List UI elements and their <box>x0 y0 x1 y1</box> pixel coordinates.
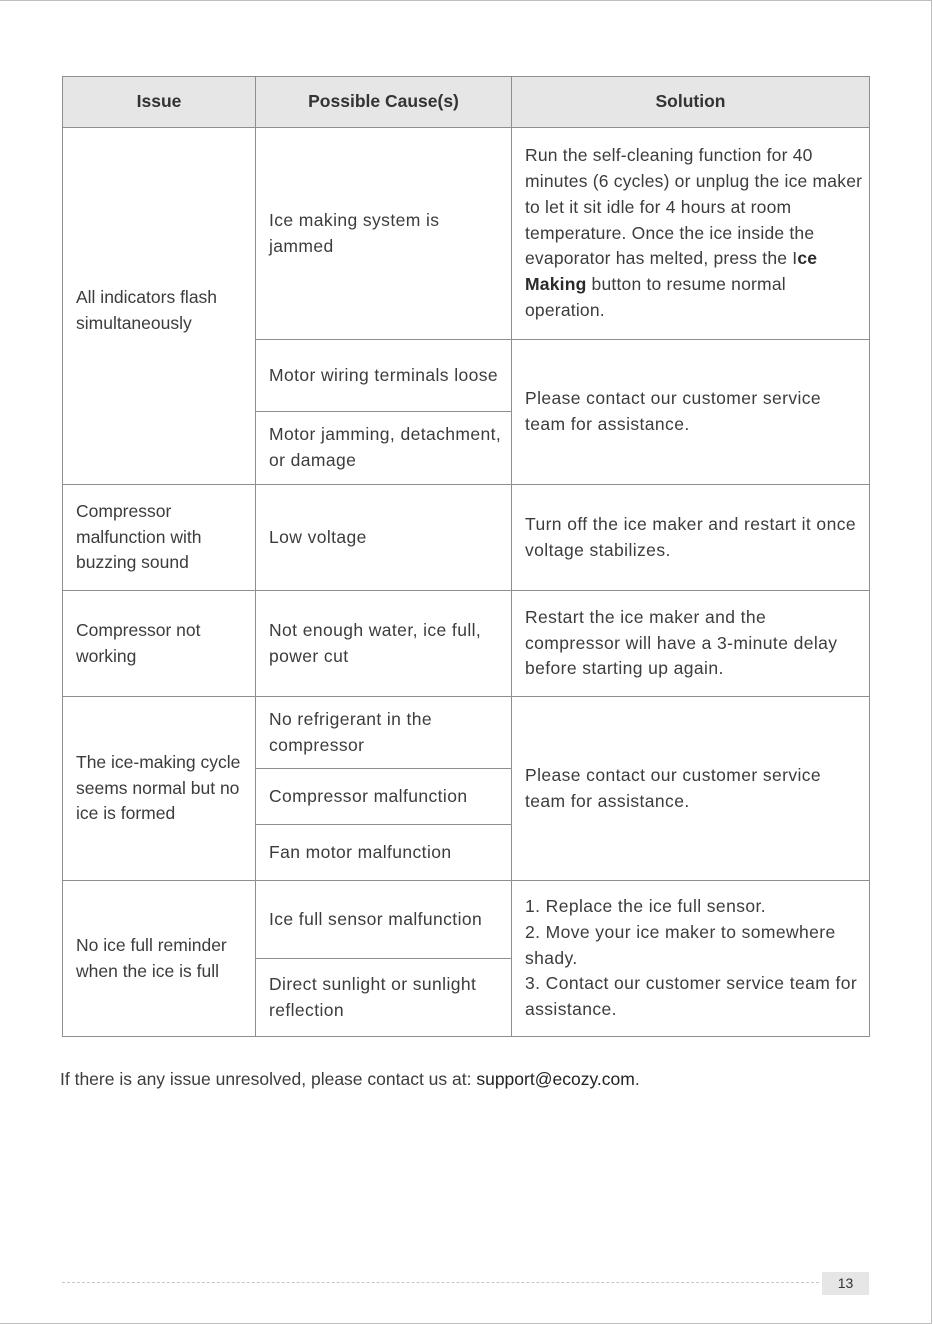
footer-divider <box>62 1282 819 1283</box>
contact-note <box>60 1067 640 1091</box>
solution-step: 3. Contact our customer service team for assistance. <box>525 973 858 1020</box>
table-row <box>63 881 870 959</box>
header-issue: Issue <box>63 77 256 128</box>
issue-cell: No ice full reminder when the ice is full <box>63 881 256 1037</box>
cause-cell: Motor wiring terminals loose <box>256 340 512 412</box>
table-row <box>63 128 870 340</box>
contact-note-text: If there is any issue unresolved, please contact us at: <box>60 1069 477 1089</box>
header-solution: Solution <box>512 77 870 128</box>
cause-cell: Low voltage <box>256 485 512 591</box>
contact-note-period: . <box>634 1069 640 1089</box>
issue-cell: Compressor not working <box>63 591 256 697</box>
issue-cell: All indicators flash simultaneously <box>63 128 256 485</box>
cause-cell: Ice making system is jammed <box>256 128 512 340</box>
table-header-row <box>63 77 870 128</box>
solution-cell <box>512 128 870 340</box>
cause-cell: Motor jamming, detachment, or damage <box>256 412 512 485</box>
solution-cell: Please contact our customer service team for assistance. <box>512 697 870 881</box>
solution-step: 1. Replace the ice full sensor. <box>525 896 767 916</box>
table-row <box>63 485 870 591</box>
solution-cell <box>512 881 870 1037</box>
issue-cell: Compressor malfunction with buzzing sound <box>63 485 256 591</box>
page-number: 13 <box>822 1272 869 1295</box>
troubleshooting-table <box>62 76 870 1037</box>
solution-text: button to resume normal operation. <box>525 274 786 320</box>
cause-cell: Direct sunlight or sunlight reflection <box>256 959 512 1037</box>
header-possible-causes: Possible Cause(s) <box>256 77 512 128</box>
cause-cell: Fan motor malfunction <box>256 825 512 881</box>
cause-cell: Not enough water, ice full, power cut <box>256 591 512 697</box>
ice-making-button-label: ce Making <box>525 248 818 295</box>
table-row <box>63 697 870 769</box>
solution-step: 2. Move your ice maker to somewhere shady. <box>525 921 836 968</box>
solution-cell: Please contact our customer service team for assistance. <box>512 340 870 485</box>
cause-cell: Compressor malfunction <box>256 769 512 825</box>
solution-cell: Turn off the ice maker and restart it once voltage stabilizes. <box>512 485 870 591</box>
solution-text: Run the self-cleaning function for 40 minutes (6 cycles) or unplug the ice maker to let it sit idle for 4 hours at room temperature. Once the ice inside the evaporator has melted, press the I <box>525 145 863 269</box>
table-row <box>63 591 870 697</box>
cause-cell: Ice full sensor malfunction <box>256 881 512 959</box>
issue-cell: The ice-making cycle seems normal but no ice is formed <box>63 697 256 881</box>
support-email-link[interactable]: support@ecozy.com <box>476 1069 635 1089</box>
cause-cell: No refrigerant in the compressor <box>256 697 512 769</box>
solution-cell: Restart the ice maker and the compressor will have a 3-minute delay before starting up again. <box>512 591 870 697</box>
